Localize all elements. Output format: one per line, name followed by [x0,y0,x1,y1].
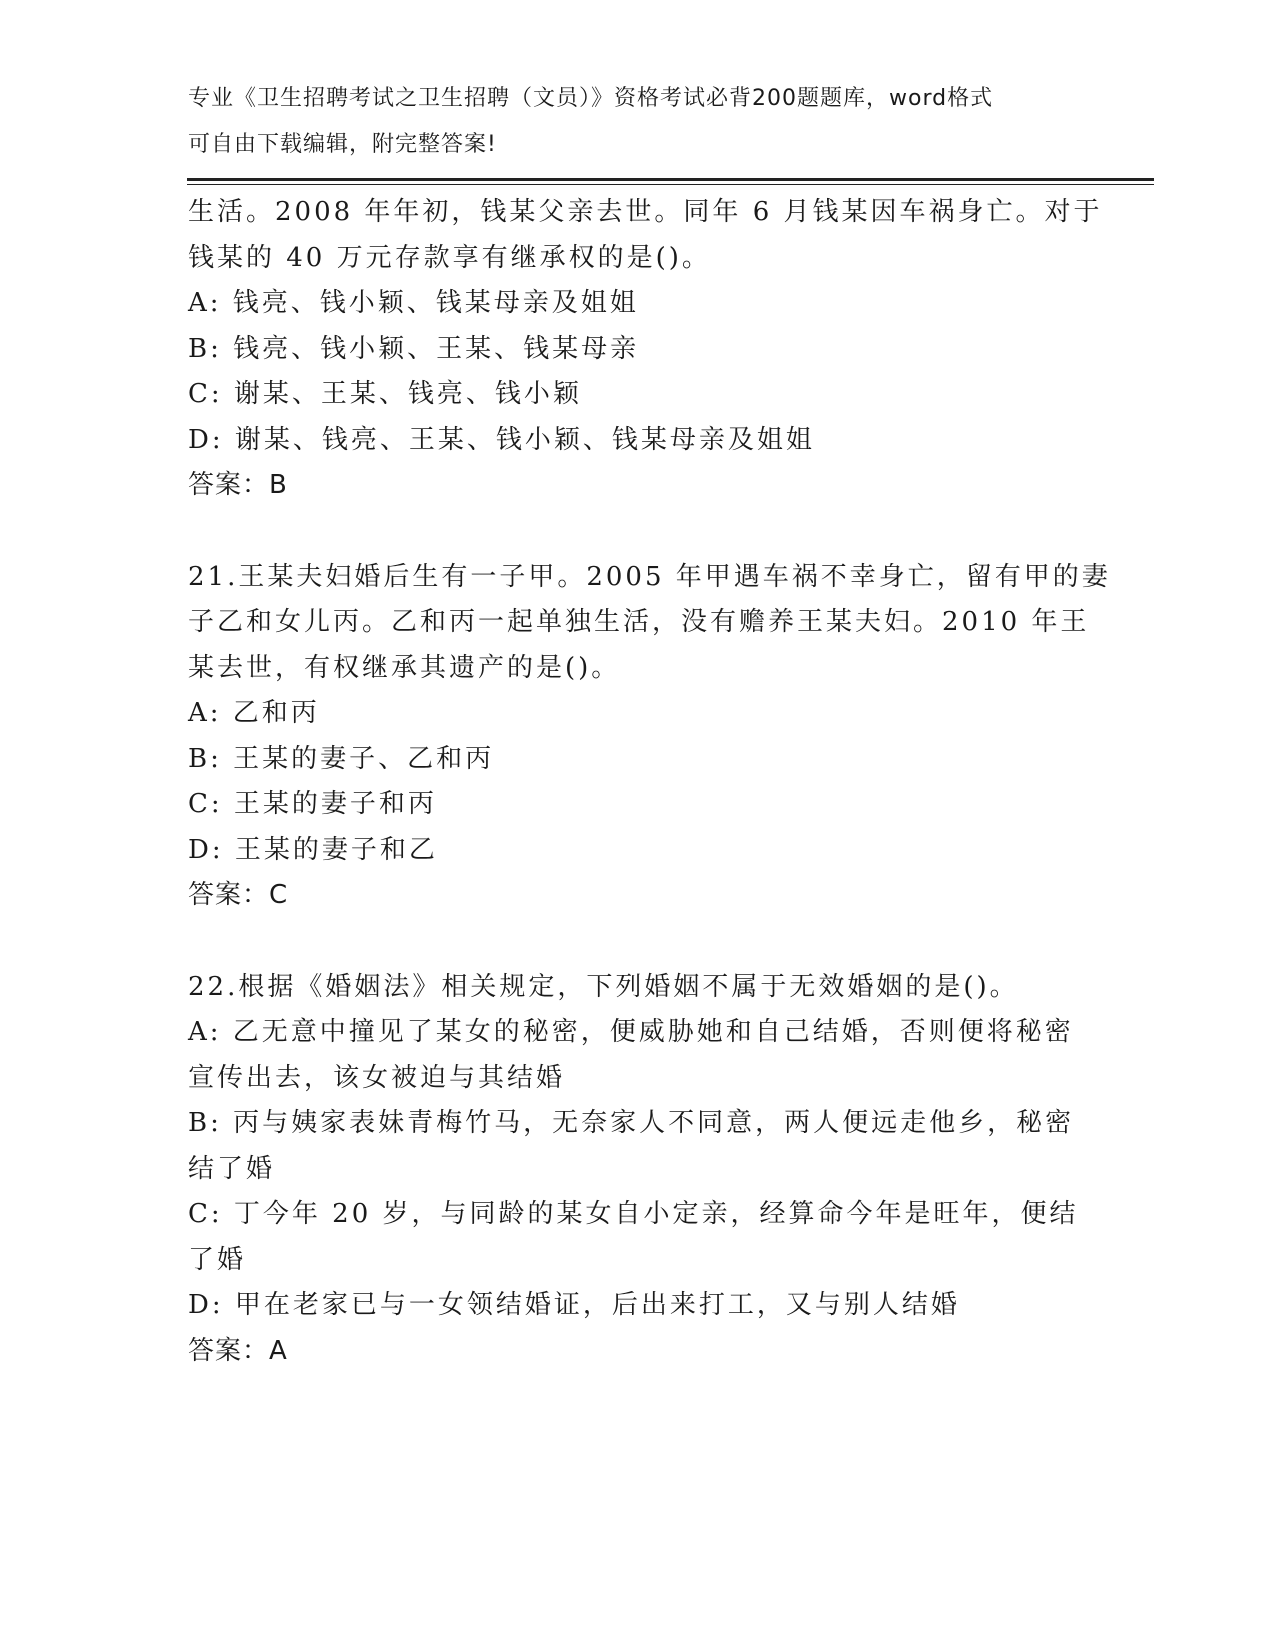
option-d: D: 甲在老家已与一女领结婚证，后出来打工，又与别人结婚 [188,1290,960,1320]
header-divider-thick [187,178,1154,181]
option-b-continued: 结了婚 [188,1153,276,1184]
answer-line: 答案：B [188,470,288,500]
option-d: D: 王某的妻子和乙 [188,834,438,865]
option-c: C: 王某的妻子和丙 [188,789,437,819]
question-stem-line: 21.王某夫妇婚后生有一子甲。2005 年甲遇车祸不幸身亡，留有甲的妻 [188,561,1111,592]
option-a: A: 钱亮、钱小颖、钱某母亲及姐姐 [188,288,639,318]
question-stem-line: 子乙和女儿丙。乙和丙一起单独生活，没有赡养王某夫妇。2010 年王 [188,607,1090,637]
answer-line: 答案：A [188,1335,288,1366]
spacer [188,509,1088,555]
option-a-continued: 宣传出去，该女被迫与其结婚 [188,1062,566,1093]
answer-line: 答案：C [188,880,289,910]
option-d: D: 谢某、钱亮、王某、钱小颖、钱某母亲及姐姐 [188,424,815,455]
question-21-block [188,555,1111,919]
question-22-block [188,965,1088,1375]
spacer [188,919,1088,965]
header-line-1: 专业《卫生招聘考试之卫生招聘（文员）》资格考试必背200题题库，word格式 [188,86,994,111]
question-stem-line: 钱某的 40 万元存款享有继承权的是()。 [188,242,711,273]
option-b: B: 王某的妻子、乙和丙 [188,743,495,774]
document-body [188,190,1111,1374]
option-a: A: 乙无意中撞见了某女的秘密，便威胁她和自己结婚，否则便将秘密 [188,1017,1074,1047]
header-divider-thin [187,184,1154,185]
option-b: B: 钱亮、钱小颖、王某、钱某母亲 [188,333,640,364]
option-c: C: 丁今年 20 岁，与同龄的某女自小定亲，经算命今年是旺年，便结 [188,1199,1079,1229]
header-line-2: 可自由下载编辑，附完整答案! [188,131,497,157]
option-a: A: 乙和丙 [188,698,320,728]
option-b: B: 丙与姨家表妹青梅竹马，无奈家人不同意，两人便远走他乡，秘密 [188,1108,1075,1138]
option-c-continued: 了婚 [188,1244,247,1275]
question-stem-line: 22.根据《婚姻法》相关规定，下列婚姻不属于无效婚姻的是()。 [188,971,1019,1002]
question-20-block [188,190,1103,509]
option-c: C: 谢某、王某、钱亮、钱小颖 [188,379,582,409]
question-stem-line: 生活。2008 年年初，钱某父亲去世。同年 6 月钱某因车祸身亡。对于 [188,197,1103,227]
question-stem-line: 某去世，有权继承其遗产的是()。 [188,652,621,683]
page-header [188,76,1068,167]
